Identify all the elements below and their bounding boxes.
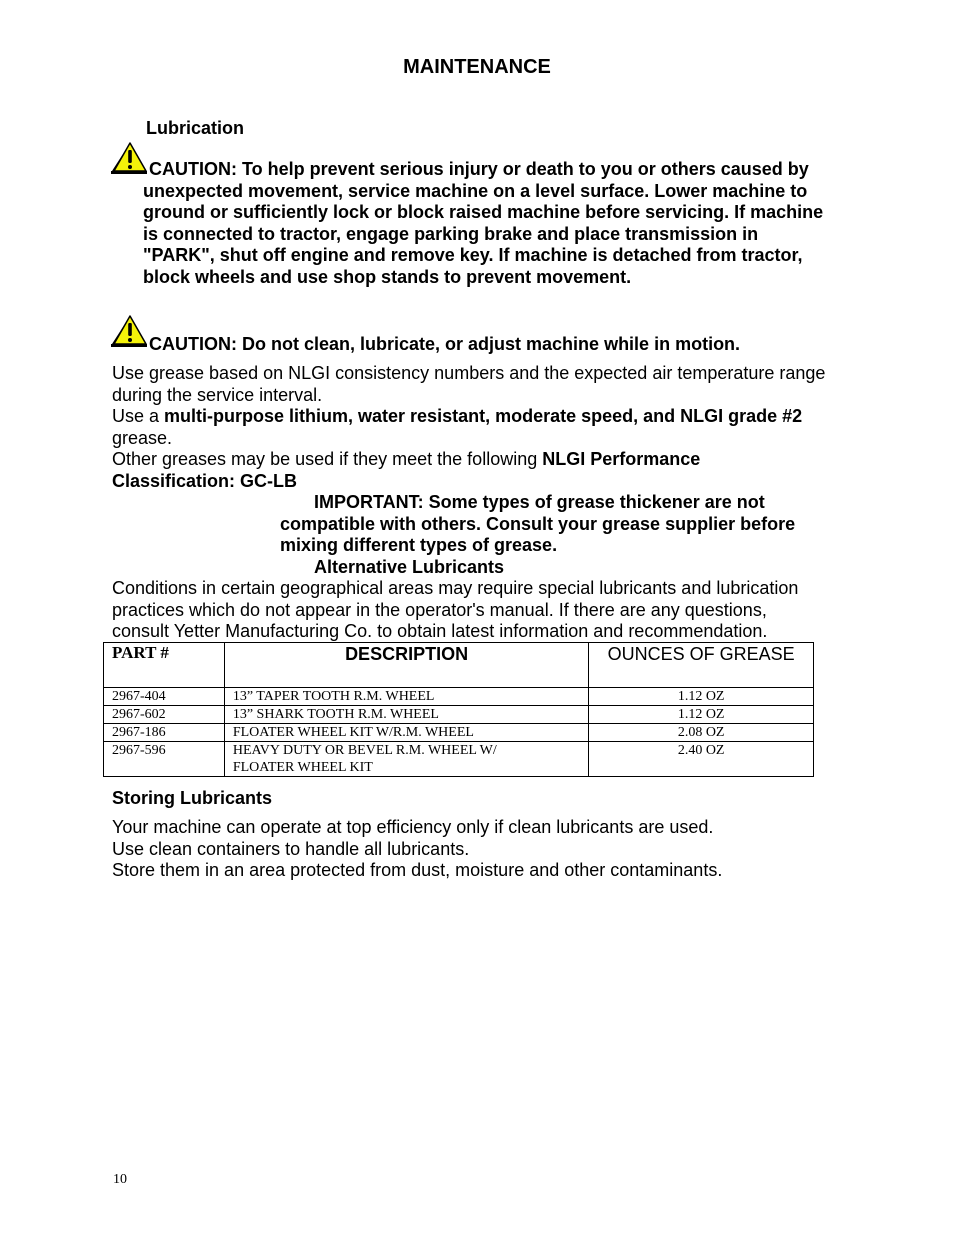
alternative-lubricants-title: Alternative Lubricants (314, 557, 505, 577)
row-ounces: 2.40 OZ (589, 742, 814, 777)
row-description (224, 742, 588, 777)
caution1-line-2: unexpected movement, service machine on a level surface. Lower machine to (143, 180, 808, 201)
row-part: 2967-596 (104, 742, 225, 777)
row-description: 13” TAPER TOOTH R.M. WHEEL (224, 688, 588, 706)
page-number: 10 (113, 1172, 127, 1187)
row-ounces: 2.08 OZ (589, 724, 814, 742)
caution1-line-6: block wheels and use shop stands to prevent movement. (143, 266, 632, 287)
grease-intro (112, 363, 912, 492)
grease-intro-line-1: Use grease based on NLGI consistency numbers and the expected air temperature range (112, 363, 826, 383)
important-line-2: compatible with others. Consult your grease supplier before (280, 513, 796, 534)
header-ounces: OUNCES OF GREASE (589, 643, 814, 688)
grease-intro-line-2: during the service interval. (112, 384, 323, 405)
important-line-3: mixing different types of grease. (280, 535, 558, 555)
table-row (104, 688, 814, 706)
table-row (104, 724, 814, 742)
header-description: DESCRIPTION (224, 643, 588, 688)
row-ounces: 1.12 OZ (589, 688, 814, 706)
grease-use-line (112, 406, 912, 428)
row-part: 2967-186 (104, 724, 225, 742)
table-row (104, 706, 814, 724)
page-title: MAINTENANCE (403, 56, 551, 78)
storing-title: Storing Lubricants (112, 788, 273, 808)
grease-use-bold: multi-purpose lithium, water resistant, moderate speed, and NLGI grade #2 (164, 406, 803, 426)
header-part: PART # (104, 643, 225, 688)
row-part: 2967-602 (104, 706, 225, 724)
grease-other-bold: NLGI Performance (542, 449, 701, 469)
caution-block-2: CAUTION: Do not clean, lubricate, or adjust machine while in motion. (149, 334, 741, 354)
table-header-row (104, 643, 814, 688)
caution1-line-5: "PARK", shut off engine and remove key. If machine is detached from tractor, (143, 245, 803, 265)
important-note (280, 492, 900, 557)
grease-use-suffix: grease. (112, 427, 173, 448)
table-row (104, 742, 814, 777)
storing-line-1: Your machine can operate at top efficiency only if clean lubricants are used. (112, 817, 714, 837)
row-part: 2967-404 (104, 688, 225, 706)
storing-line-3: Store them in an area protected from dust, moisture and other contaminants. (112, 860, 723, 880)
alternative-lubricants-text (112, 578, 912, 643)
grease-other-prefix: Other greases may be used if they meet the following (112, 449, 543, 469)
alternative-line-3: consult Yetter Manufacturing Co. to obtain latest information and recommendation. (112, 621, 768, 641)
grease-other-line (112, 449, 912, 471)
caution1-line-3: ground or sufficiently lock or block raised machine before servicing. If machine (143, 202, 824, 222)
lubrication-title: Lubrication (146, 118, 244, 138)
caution1-line-1: CAUTION: To help prevent serious injury or death to you or others caused by (149, 159, 809, 179)
row-description: FLOATER WHEEL KIT W/R.M. WHEEL (224, 724, 588, 742)
grease-table (103, 642, 814, 777)
caution1-line-4: is connected to tractor, engage parking brake and place transmission in (143, 223, 759, 244)
row-description-line-1: HEAVY DUTY OR BEVEL R.M. WHEEL W/ (232, 743, 497, 758)
grease-classification: Classification: GC-LB (112, 470, 298, 491)
important-line-1: IMPORTANT: Some types of grease thickener are not (314, 492, 765, 512)
alternative-line-2: practices which do not appear in the operator's manual. If there are any questions, (112, 599, 767, 620)
row-ounces: 1.12 OZ (589, 706, 814, 724)
storing-line-2: Use clean containers to handle all lubricants. (112, 838, 470, 859)
grease-use-prefix: Use a (112, 406, 165, 426)
alternative-line-1: Conditions in certain geographical areas may require special lubricants and lubrication (112, 578, 799, 598)
row-description-line-2: FLOATER WHEEL KIT (232, 760, 373, 775)
storing-text (112, 817, 912, 882)
warning-triangle-icon (110, 314, 148, 348)
row-description: 13” SHARK TOOTH R.M. WHEEL (224, 706, 588, 724)
caution-block-1 (143, 159, 903, 288)
